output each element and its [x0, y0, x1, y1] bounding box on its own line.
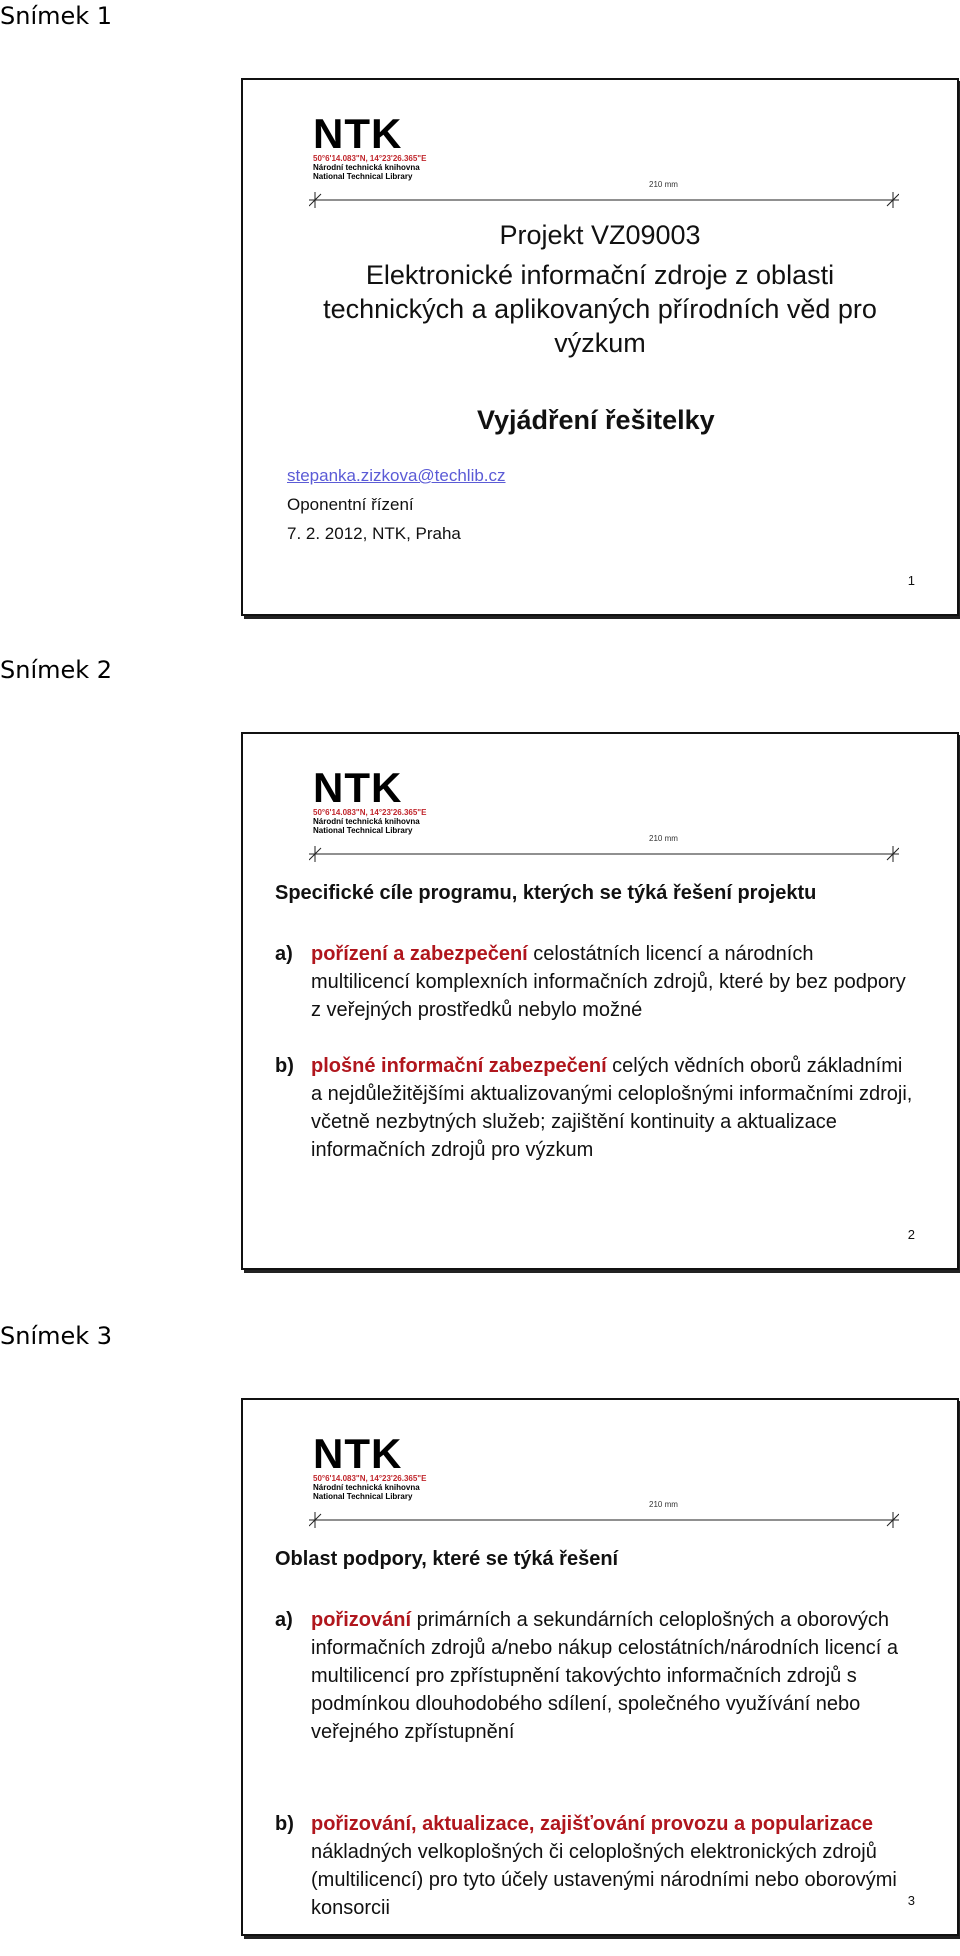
ruler-label: 210 mm	[649, 1500, 678, 1509]
logo-line1: Národní technická knihovna	[313, 1483, 420, 1492]
slide-2	[241, 732, 959, 1270]
item-highlight: plošné informační zabezpečení	[311, 1055, 607, 1077]
slide-1	[241, 78, 959, 616]
list-item	[275, 1810, 915, 1922]
ruler-line-icon	[309, 190, 899, 210]
ruler-line-icon	[309, 844, 899, 864]
item-highlight: pořizování	[311, 1609, 412, 1631]
slide-number: 1	[907, 573, 915, 588]
item-text: celostátních licencí a národních multilicencí komplexních informačních zdrojů, které by bez podpory z veřejných prostředků nebylo možné	[311, 943, 906, 1021]
slide-heading: Oblast podpory, které se týká řešení	[275, 1548, 619, 1570]
slide-number: 3	[907, 1893, 915, 1908]
ruler	[309, 1500, 899, 1530]
item-marker: b)	[275, 1813, 294, 1835]
logo-coords: 50°6'14.083"N, 14°23'26.365"E	[313, 1474, 427, 1483]
logo-coords: 50°6'14.083"N, 14°23'26.365"E	[313, 808, 427, 817]
logo-coords: 50°6'14.083"N, 14°23'26.365"E	[313, 154, 427, 163]
list-item	[275, 1052, 915, 1164]
date-place-text: 7. 2. 2012, NTK, Praha	[287, 524, 461, 543]
ruler-line-icon	[309, 1510, 899, 1530]
logo-title: NTK	[313, 1430, 403, 1477]
ntk-logo	[313, 1430, 427, 1501]
item-marker: a)	[275, 1609, 293, 1631]
slide-label: Snímek 1	[0, 2, 113, 30]
item-text: nákladných velkoplošných či celoplošných elektronických zdrojů (multilicencí) pro tyto účely ustavenými národními nebo oborovými konsorcii	[311, 1841, 897, 1919]
ntk-logo	[313, 764, 427, 835]
event-text: Oponentní řízení	[287, 495, 414, 514]
item-highlight: pořízení a zabezpečení	[311, 943, 528, 965]
ntk-logo	[313, 110, 427, 181]
logo-line2: National Technical Library	[313, 172, 413, 181]
ruler-label: 210 mm	[649, 834, 678, 843]
list-item	[275, 1606, 915, 1746]
ruler	[309, 834, 899, 864]
list-item	[275, 940, 915, 1024]
item-text: celých vědních oborů základními a nejdůležitějšími aktualizovanými celoplošnými informačními zdroji, včetně nezbytných služeb; zajištění kontinuity a aktualizace informačních zdrojů pro výzkum	[311, 1055, 913, 1161]
slide-number: 2	[907, 1227, 915, 1242]
item-highlight: pořizování, aktualizace, zajišťování provozu a popularizace	[311, 1813, 873, 1835]
logo-title: NTK	[313, 764, 403, 811]
logo-line1: Národní technická knihovna	[313, 163, 420, 172]
slide-3	[241, 1398, 959, 1936]
logo-line2: National Technical Library	[313, 826, 413, 835]
ruler-label: 210 mm	[649, 180, 678, 189]
logo-line2: National Technical Library	[313, 1492, 413, 1501]
project-title: Projekt VZ09003	[499, 220, 701, 250]
ruler	[309, 180, 899, 210]
item-text: primárních a sekundárních celoplošných a oborových informačních zdrojů a/nebo nákup celostátních/národních licencí a multilicencí pro zpřístupnění takovýchto informačních zdrojů s podmínkou dlouhodobého sdílení, společného využívání nebo veřejného zpřístupnění	[311, 1609, 899, 1743]
logo-line1: Národní technická knihovna	[313, 817, 420, 826]
slide-title: Elektronické informační zdroje z oblasti technických a aplikovaných přírodních věd pro výzkum	[323, 260, 877, 358]
item-marker: b)	[275, 1055, 294, 1077]
item-marker: a)	[275, 943, 293, 965]
slide-label: Snímek 3	[0, 1322, 113, 1350]
slide-subtitle: Vyjádření řešitelky	[477, 405, 715, 435]
slide-label: Snímek 2	[0, 656, 113, 684]
logo-title: NTK	[313, 110, 403, 157]
email-link[interactable]: stepanka.zizkova@techlib.cz	[287, 466, 506, 485]
slide-heading: Specifické cíle programu, kterých se týká řešení projektu	[275, 882, 817, 904]
